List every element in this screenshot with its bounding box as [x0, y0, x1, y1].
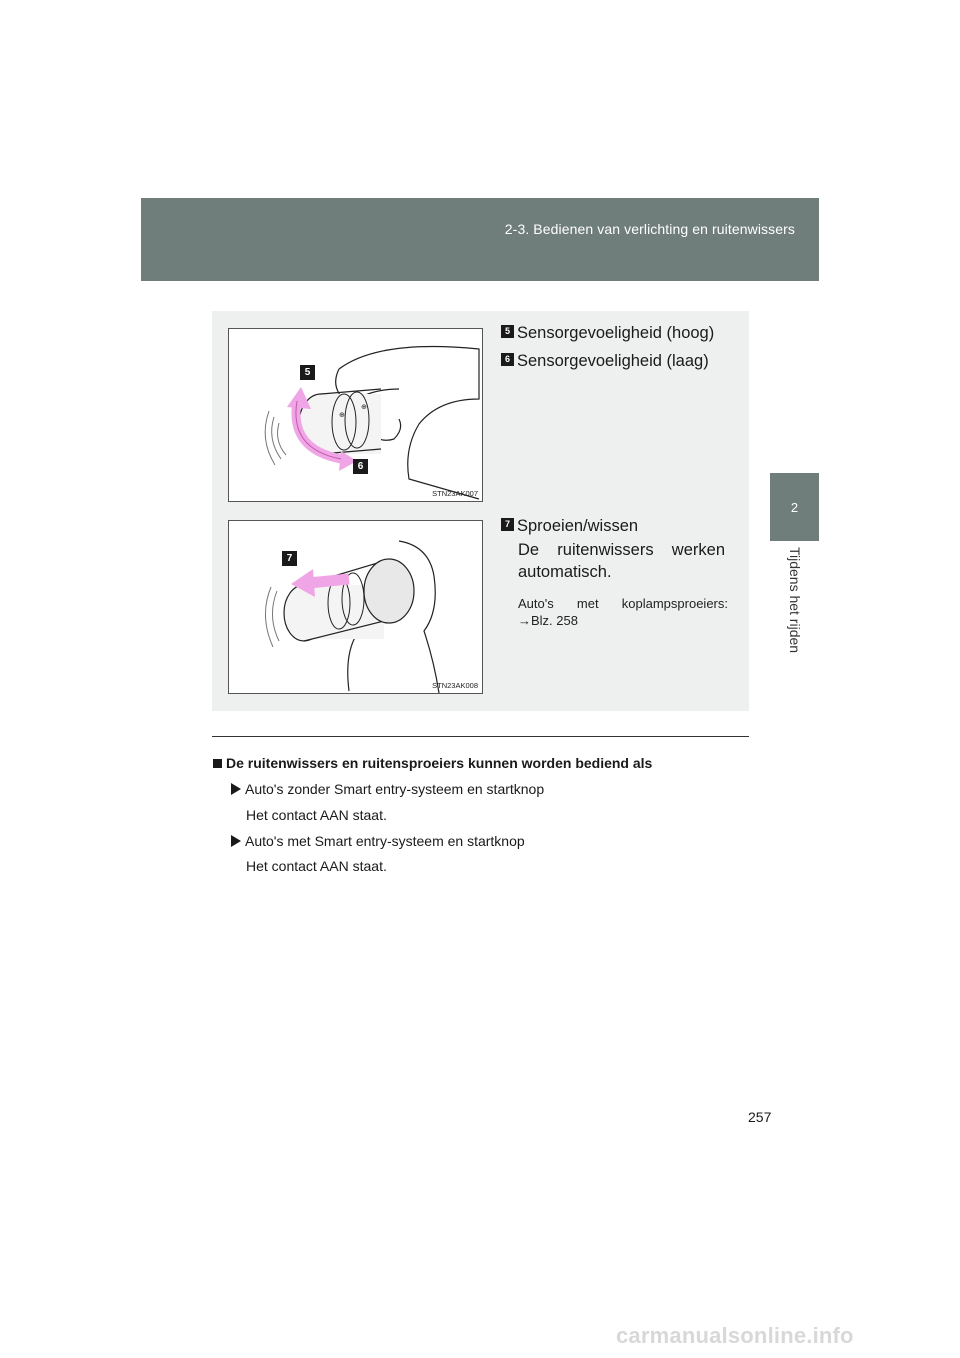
item-number-badge: 6: [501, 353, 514, 366]
figure-code: STN23AK008: [432, 681, 478, 690]
section-heading: [213, 755, 652, 771]
callout-5: 5: [300, 365, 315, 380]
figure-sensor-sensitivity: [228, 328, 483, 502]
figure-spray-wipe: [228, 520, 483, 694]
item-6: [501, 352, 709, 371]
condition-text: Het contact AAN staat.: [246, 858, 387, 874]
section-heading-text: De ruitenwissers en ruitensproeiers kunnen worden bediend als: [226, 755, 653, 771]
wiper-switch-rotate-illustration: [229, 329, 482, 501]
description-line: De ruitenwissers werken: [518, 541, 725, 559]
item-7: [501, 517, 638, 536]
figure-code: STN23AK007: [432, 489, 478, 498]
chapter-number: 2: [790, 500, 799, 515]
chapter-tab: [770, 473, 819, 541]
item-number-badge: 7: [501, 518, 514, 531]
note-link[interactable]: →Blz. 258: [518, 613, 578, 628]
condition-title-text: Auto's met Smart entry-systeem en startknop: [245, 833, 525, 849]
item-label: Sproeien/wissen: [517, 517, 639, 535]
item-label: Sensorgevoeligheid (hoog): [517, 324, 715, 342]
square-bullet-icon: [213, 759, 222, 768]
condition-title: [231, 781, 544, 797]
wiper-switch-pull-illustration: [229, 521, 482, 693]
description-line: automatisch.: [518, 563, 612, 581]
triangle-bullet-icon: [231, 783, 241, 795]
note-line: Auto's met koplampsproeiers:: [518, 596, 728, 611]
section-divider: [212, 736, 749, 737]
item-number-badge: 5: [501, 325, 514, 338]
item-label: Sensorgevoeligheid (laag): [517, 352, 709, 370]
page-number: 257: [748, 1109, 772, 1125]
condition-text: Het contact AAN staat.: [246, 807, 387, 823]
triangle-bullet-icon: [231, 835, 241, 847]
item-5: [501, 324, 714, 343]
section-title: 2-3. Bedienen van verlichting en ruitenwissers: [504, 221, 795, 237]
svg-text:⊕: ⊕: [361, 404, 367, 411]
item-7-description: [518, 539, 725, 583]
watermark: carmanualsonline.info: [616, 1323, 854, 1348]
condition-title: [231, 833, 525, 849]
condition-title-text: Auto's zonder Smart entry-systeem en startknop: [245, 781, 545, 797]
callout-7: 7: [282, 551, 297, 566]
item-7-note: [518, 595, 728, 629]
callout-6: 6: [353, 459, 368, 474]
header-bar: [141, 198, 819, 281]
chapter-label: Tijdens het rijden: [787, 546, 803, 654]
svg-text:⊕: ⊕: [339, 412, 345, 419]
